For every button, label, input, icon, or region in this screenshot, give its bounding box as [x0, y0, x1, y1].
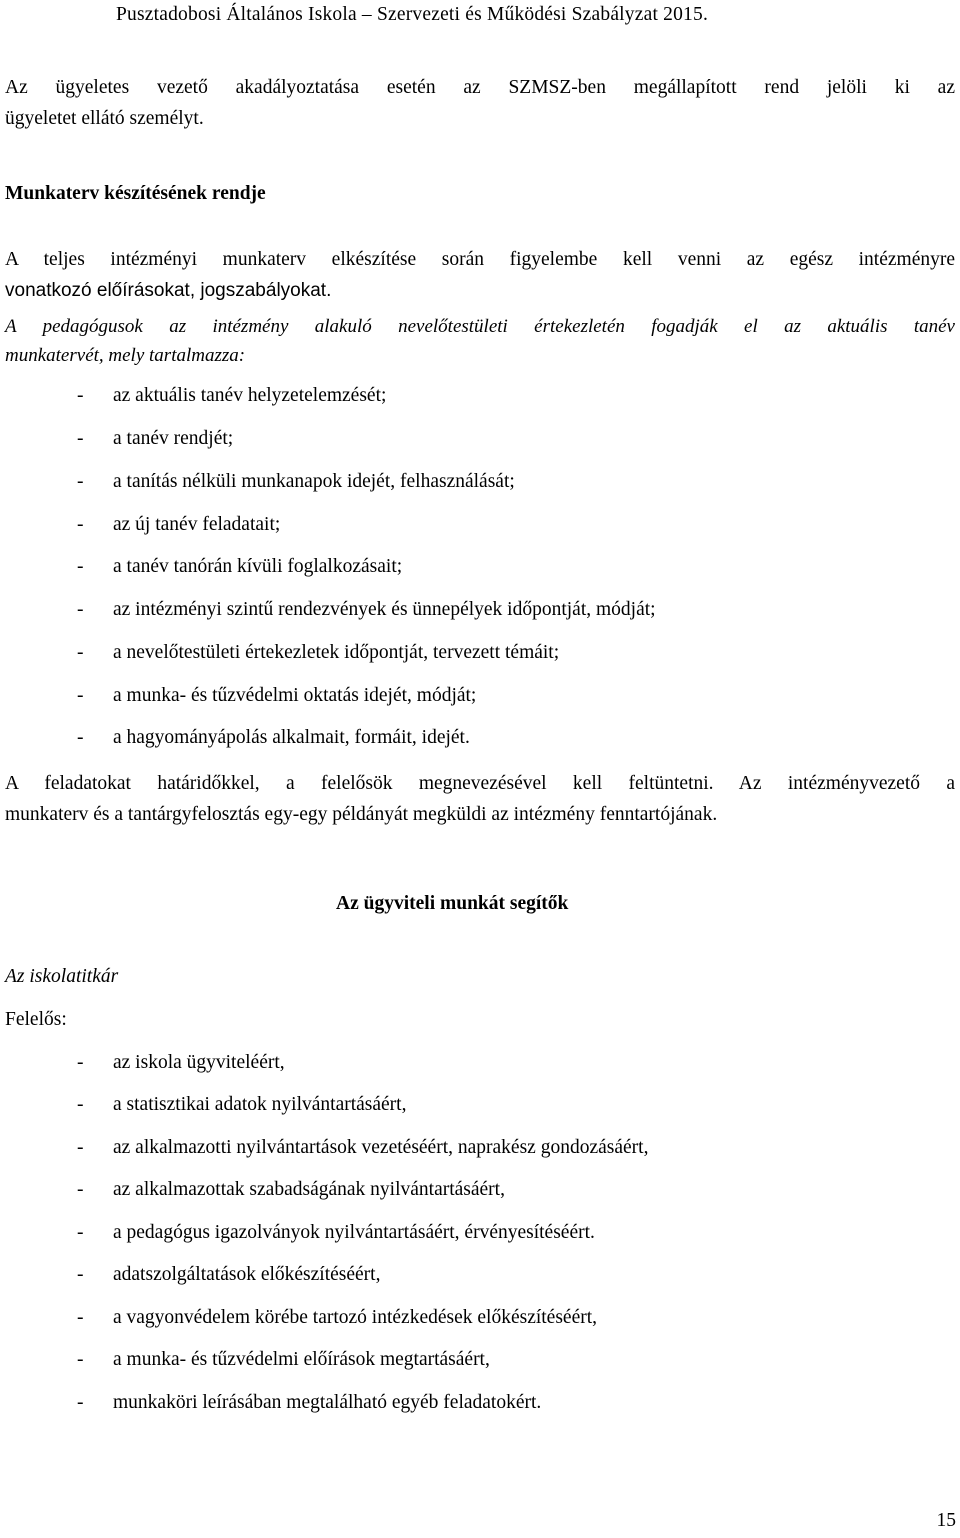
list-item: - a hagyományápolás alkalmait, formáit, idejét.: [77, 727, 470, 748]
intro-line-2: ügyeletet ellátó személyt.: [5, 108, 204, 129]
list-item: - az intézményi szintű rendezvények és ünnepélyek időpontját, módját;: [77, 599, 656, 620]
list-item: - munkaköri leírásában megtalálható egyéb feladatokért.: [77, 1392, 542, 1413]
list-item: - az alkalmazotti nyilvántartások vezetéséért, naprakész gondozásáért,: [77, 1137, 649, 1158]
page-number: 15: [936, 1510, 956, 1531]
munkaterv-paragraph-1: [5, 244, 955, 306]
munkaterv-para2-line-2: munkatervét, mely tartalmazza:: [5, 345, 246, 366]
munkaterv-para1-line-2: vonatkozó előírásokat, jogszabályokat.: [5, 280, 332, 301]
list-item: - a vagyonvédelem körébe tartozó intézkedések előkészítéséért,: [77, 1307, 598, 1328]
list-item: - az iskola ügyviteléért,: [77, 1052, 285, 1073]
list-item: - az alkalmazottak szabadságának nyilvántartásáért,: [77, 1179, 505, 1200]
list-item: - a munka- és tűzvédelmi oktatás idejét, módját;: [77, 685, 477, 706]
section-heading-ugyviteli: Az ügyviteli munkát segítők: [336, 893, 569, 914]
list-item: - a tanév rendjét;: [77, 428, 234, 449]
page-header: Pusztadobosi Általános Iskola – Szervezeti és Működési Szabályzat 2015.: [116, 4, 709, 25]
list-item: - a statisztikai adatok nyilvántartásáért,: [77, 1094, 407, 1115]
list-item: - az új tanév feladatait;: [77, 514, 281, 535]
list-item: - adatszolgáltatások előkészítéséért,: [77, 1264, 381, 1285]
intro-line-1: Az ügyeletes vezető akadályoztatása esetén az SZMSZ-ben megállapított rend jelöli ki az: [5, 77, 955, 98]
subheading-iskolatitkar: Az iskolatitkár: [5, 966, 119, 987]
intro-paragraph: [5, 72, 955, 134]
munkaterv-para3-line-1: A feladatokat határidőkkel, a felelősök megnevezésével kell feltüntetni. Az intézményvezető a: [5, 773, 955, 794]
munkaterv-paragraph-2: [5, 312, 955, 370]
list-item: - a pedagógus igazolványok nyilvántartásáért, érvényesítéséért.: [77, 1222, 595, 1243]
list-item: - a tanítás nélküli munkanapok idejét, felhasználását;: [77, 471, 515, 492]
munkaterv-para2-line-1: A pedagógusok az intézmény alakuló nevelőtestületi értekezletén fogadják el az aktuális tanév: [5, 316, 955, 337]
list-item: - az aktuális tanév helyzetelemzését;: [77, 385, 387, 406]
list-item: - a nevelőtestületi értekezletek időpontját, tervezett témáit;: [77, 642, 560, 663]
responsible-label: Felelős:: [5, 1009, 67, 1030]
list-item: - a munka- és tűzvédelmi előírások megtartásáért,: [77, 1349, 490, 1370]
section-heading-munkaterv: Munkaterv készítésének rendje: [5, 183, 266, 204]
munkaterv-para1-line-1: A teljes intézményi munkaterv elkészítése során figyelembe kell venni az egész intézményre: [5, 249, 955, 270]
munkaterv-para3-line-2: munkaterv és a tantárgyfelosztás egy-egy példányát megküldi az intézmény fenntartójának.: [5, 804, 718, 825]
list-item: - a tanév tanórán kívüli foglalkozásait;: [77, 556, 403, 577]
munkaterv-paragraph-3: [5, 768, 955, 830]
